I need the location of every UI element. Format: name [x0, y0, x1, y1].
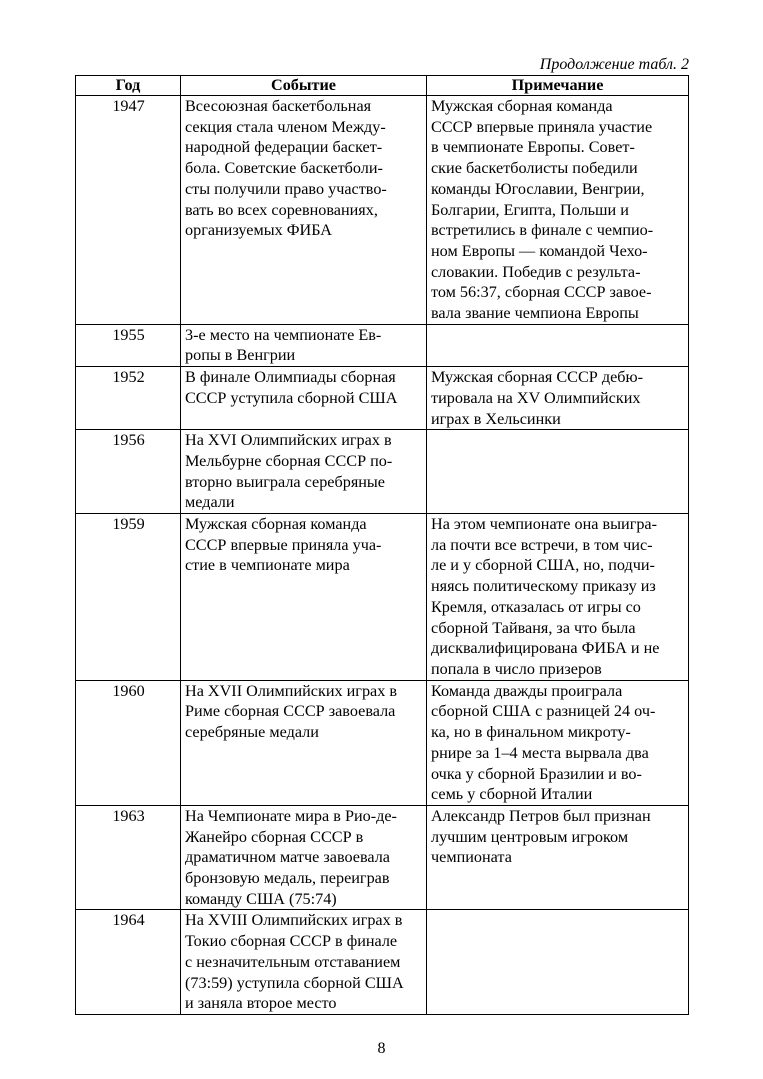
year-cell: 1955 [76, 324, 181, 366]
event-text-line: На Чемпионате мира в Рио-де- [185, 806, 397, 825]
note-text-line: ка, но в финальном микроту- [431, 723, 631, 742]
note-text-line: Мужская сборная команда [431, 97, 613, 115]
events-table [75, 75, 689, 1015]
event-text-line: Мужская сборная команда [185, 515, 367, 534]
note-text-line: ские баскетболисты победили [431, 159, 638, 178]
table-row [76, 805, 689, 910]
header-note: Примечание [427, 76, 689, 96]
year-cell: 1947 [76, 96, 181, 325]
note-text-line: дисквалифицирована ФИБА и не [431, 639, 660, 658]
note-cell [427, 910, 689, 1015]
table-row [76, 96, 689, 325]
event-text-line: На XVII Олимпийских играх в [185, 681, 398, 700]
note-cell [427, 514, 689, 681]
table-row [76, 680, 689, 805]
table-row [76, 910, 689, 1015]
note-cell [427, 324, 689, 366]
note-text-line: лучшим центровым игроком [431, 827, 629, 846]
event-text-line: серебряные медали [185, 723, 319, 742]
note-cell [427, 367, 689, 430]
event-text-line: стие в чемпионате мира [185, 556, 350, 575]
event-text-line: и заняла второе место [185, 994, 337, 1013]
event-text-line: ропы в Венгрии [185, 346, 296, 365]
header-event: Событие [181, 76, 427, 96]
year-cell: 1959 [76, 514, 181, 681]
note-text-line: словакии. Победив с результа- [431, 262, 641, 281]
note-text-line: Команда дважды проиграла [431, 681, 623, 700]
note-cell [427, 430, 689, 514]
event-text-line: На XVI Олимпийских играх в [185, 431, 392, 450]
note-text-line: попала в число призеров [431, 659, 602, 678]
note-text-line: очка у сборной Бразилии и во- [431, 764, 642, 783]
event-text-line: с незначительным отставанием [185, 952, 401, 971]
note-text-line: рнире за 1–4 места вырвала два [431, 743, 649, 762]
event-text-line: вторно выиграла серебряные [185, 472, 385, 491]
header-year: Год [76, 76, 181, 96]
event-text-line: драматичном матче завоевала [185, 848, 390, 867]
year-cell: 1963 [76, 805, 181, 910]
note-text-line: Болгарии, Египта, Польши и [431, 200, 629, 219]
note-text-line: На этом чемпионате она выигра- [431, 515, 658, 534]
note-text-line: Мужская сборная СССР дебю- [431, 368, 643, 387]
event-cell [181, 514, 427, 681]
year-cell: 1956 [76, 430, 181, 514]
event-text-line: бола. Советские баскетболи- [185, 159, 383, 178]
note-text-line: ла почти все встречи, в том чис- [431, 535, 653, 554]
note-text-line: играх в Хельсинки [431, 409, 561, 428]
note-cell [427, 680, 689, 805]
note-cell [427, 96, 689, 325]
note-text-line: в чемпионате Европы. Совет- [431, 138, 635, 157]
event-text-line: Риме сборная СССР завоевала [185, 702, 396, 721]
table-body [76, 96, 689, 1015]
year-cell: 1964 [76, 910, 181, 1015]
event-cell [181, 324, 427, 366]
event-cell [181, 910, 427, 1015]
note-text-line: вала звание чемпиона Европы [431, 304, 639, 323]
event-text-line: вать во всех соревнованиях, [185, 200, 378, 219]
event-cell [181, 805, 427, 910]
event-text-line: На XVIII Олимпийских играх в [185, 911, 403, 930]
note-text-line: том 56:37, сборная СССР завое- [431, 283, 652, 302]
event-text-line: медали [185, 493, 235, 512]
note-text-line: СССР впервые приняла участие [431, 117, 653, 136]
event-text-line: сты получили право участво- [185, 179, 387, 198]
event-text-line: В финале Олимпиады сборная [185, 368, 396, 387]
table-row [76, 430, 689, 514]
event-text-line: Мельбурне сборная СССР по- [185, 451, 393, 470]
event-text-line: (73:59) уступила сборной США [185, 973, 404, 992]
event-text-line: народной федерации баскет- [185, 138, 383, 157]
event-text-line: СССР впервые приняла уча- [185, 535, 382, 554]
event-text-line: Жанейро сборная СССР в [185, 827, 364, 846]
year-cell: 1952 [76, 367, 181, 430]
table-row [76, 324, 689, 366]
page-number: 8 [377, 1040, 386, 1057]
note-cell [427, 805, 689, 910]
note-text-line: чемпионата [431, 848, 512, 867]
event-cell [181, 96, 427, 325]
event-text-line: секция стала членом Между- [185, 117, 386, 136]
table-row [76, 367, 689, 430]
event-text-line: СССР уступила сборной США [185, 388, 398, 407]
note-text-line: Александр Петров был признан [431, 806, 651, 825]
event-cell [181, 367, 427, 430]
event-text-line: организуемых ФИБА [185, 221, 332, 240]
event-text-line: бронзовую медаль, переиграв [185, 869, 390, 888]
note-text-line: встретились в финале с чемпио- [431, 221, 654, 240]
note-text-line: няясь политическому приказу из [431, 577, 656, 596]
table-header-row [76, 76, 689, 96]
event-text-line: Токио сборная СССР в финале [185, 932, 398, 951]
event-text-line: 3-е место на чемпионате Ев- [185, 325, 382, 344]
event-cell [181, 680, 427, 805]
year-cell: 1960 [76, 680, 181, 805]
note-text-line: ле и у сборной США, но, подчи- [431, 556, 655, 575]
event-cell [181, 430, 427, 514]
table-continuation-label: Продолжение табл. 2 [539, 56, 689, 73]
note-text-line: Кремля, отказалась от игры со [431, 597, 641, 616]
note-text-line: сборной США с разницей 24 оч- [431, 702, 656, 721]
note-text-line: сборной Тайваня, за что была [431, 618, 636, 637]
table-row [76, 514, 689, 681]
note-text-line: семь у сборной Италии [431, 785, 593, 804]
event-text-line: Всесоюзная баскетбольная [185, 97, 372, 115]
note-text-line: ном Европы — командой Чехо- [431, 241, 648, 260]
note-text-line: команды Югославии, Венгрии, [431, 179, 645, 198]
event-text-line: команду США (75:74) [185, 889, 337, 908]
note-text-line: тировала на XV Олимпийских [431, 388, 641, 407]
